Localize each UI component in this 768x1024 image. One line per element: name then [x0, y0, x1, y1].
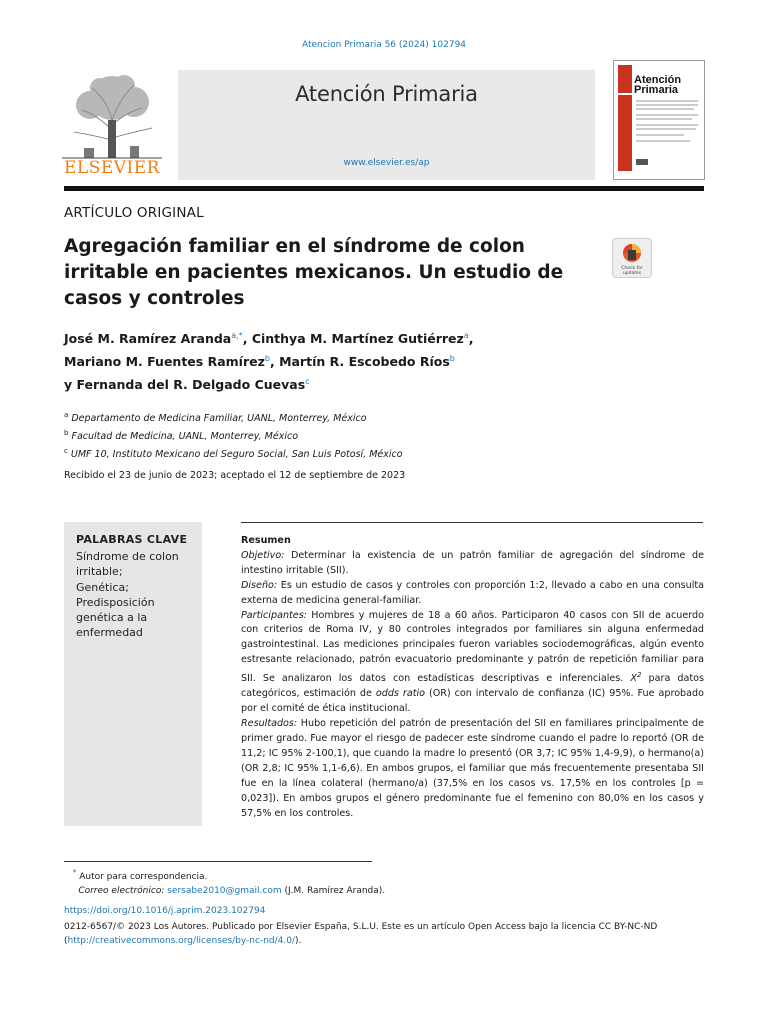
author-name: Cinthya M. Martínez Gutiérrez: [251, 331, 464, 347]
footnote-divider: [64, 861, 372, 862]
keyword-item: Genética;: [76, 580, 129, 594]
author-name: y Fernanda del R. Delgado Cuevas: [64, 377, 306, 393]
svg-text:Check for: Check for: [621, 266, 643, 271]
author-affiliation-link[interactable]: b: [449, 354, 455, 364]
affiliation-item: $^a$ Departamento de Medicina Familiar, UANL, Monterrey, México: [64, 411, 367, 425]
keyword-item: Síndrome de colon irritable;: [76, 550, 179, 579]
journal-title: Atención Primaria: [295, 82, 478, 106]
abstract-diseno: Diseño: Es un estudio de casos y controles con proporción 1:2, llevado a cabo en una consulta externa de medicina general-familiar.: [241, 579, 704, 606]
check-updates-icon: [613, 239, 651, 277]
check-for-updates-button[interactable]: [612, 238, 652, 278]
abstract-divider: [241, 522, 703, 523]
doi-link[interactable]: https://doi.org/10.1016/j.aprim.2023.102794: [64, 906, 266, 916]
author-affiliation-link[interactable]: c: [305, 377, 310, 387]
journal-cover-thumbnail[interactable]: [613, 60, 705, 180]
keywords-title: PALABRAS CLAVE: [76, 533, 188, 546]
author-affiliation-link[interactable]: b: [264, 354, 270, 364]
article-type: ARTÍCULO ORIGINAL: [64, 205, 204, 221]
author-list: José M. Ramírez Aranda$^{a,*}$, Cinthya M. Martínez Gutiérrez$^a$, Mariano M. Fuentes Ramírez$^b$, Martín R. Escobedo Ríos$^b$ y Fernanda del R. Delgado Cuevas$^c$: [64, 331, 474, 393]
abstract-objetivo: Objetivo: Determinar la existencia de un patrón familiar de agregación del síndrome de intestino irritable (SII).: [241, 549, 704, 576]
elsevier-wordmark: ELSEVIER: [64, 158, 160, 178]
footnote-marker: *: [72, 868, 77, 877]
svg-text:updates: updates: [622, 271, 642, 276]
email-link[interactable]: sersabe2010@gmail.com: [167, 886, 282, 896]
author-name: José M. Ramírez Aranda: [64, 331, 232, 347]
cover-title-line1: Atención: [634, 74, 682, 86]
abstract-heading: Resumen: [241, 535, 291, 546]
article-title: Agregación familiar en el síndrome de colon irritable en pacientes mexicanos. Un estudio de casos y controles: [64, 236, 564, 309]
copyright-notice: 0212-6567/© 2023 Los Autores. Publicado por Elsevier España, S.L.U. Este es un artículo Open Access bajo la licencia CC BY-NC-ND (http://creativecommons.org/licenses/by-nc-nd/4.0/).: [64, 922, 658, 946]
author-affiliation-link[interactable]: a,*: [231, 331, 243, 340]
header-divider: [64, 186, 704, 191]
author-name: Mariano M. Fuentes Ramírez: [64, 354, 265, 370]
abstract: [241, 534, 704, 821]
journal-url-link[interactable]: www.elsevier.es/ap: [343, 158, 430, 168]
received-dates: Recibido el 23 de junio de 2023; aceptado el 12 de septiembre de 2023: [64, 470, 406, 481]
affiliation-item: $^c$ UMF 10, Instituto Mexicano del Seguro Social, San Luis Potosí, México: [64, 447, 403, 461]
license-link[interactable]: http://creativecommons.org/licenses/by-nc-nd/4.0/: [67, 936, 295, 946]
abstract-resultados: Resultados: Hubo repetición del patrón de presentación del SII en familiares principalmente de primer grado. Fue mayor el riesgo de padecer este síndrome cuando el padre lo reportó (OR de 11,2; IC 95% 2-100,1), que cuando la madre lo presentó (OR 3,7; IC 95% 1,4-9,9), o hermano(a) (OR 2,8; IC 95% 1,1-6,6). En ambos grupos, el familiar que más frecuentemente presentaba SII fue en la línea colateral (hermano/a) (37,5% en los casos vs. 17,5% en los controles [p = 0,023]). En ambos grupos el género predominante fue el femenino con 80,0% en los casos y 57,5% en los controles.: [241, 718, 704, 819]
keywords-list: [76, 549, 196, 641]
author-affiliation-link[interactable]: a: [463, 331, 469, 340]
affiliations: [64, 408, 403, 462]
author-name: Martín R. Escobedo Ríos: [279, 354, 450, 370]
footnote: * Autor para correspondencia. Correo electrónico: sersabe2010@gmail.com (J.M. Ramírez Aranda).: [72, 868, 386, 896]
keyword-item: Predisposición genética a la enfermedad: [76, 595, 155, 640]
journal-reference-link[interactable]: Atencion Primaria 56 (2024) 102794: [301, 40, 467, 50]
affiliation-item: $^b$ Facultad de Medicina, UANL, Monterrey, México: [64, 429, 299, 443]
abstract-participantes: Participantes: Hombres y mujeres de 18 a 60 años. Participaron 40 casos con SII de acuerdo con criterios de Roma IV, y 80 controles integrados por familiares sin alguna enfermedad gastrointestinal. Las mediciones principales fueron variables sociodemográficas, algún evento estresante relacionado, patrón evacuatorio predominante y patrón de repetición familiar para SII. Se analizaron los datos con estadísticas descriptivas e inferenciales. $X^2$ para datos categóricos, estimación de odds ratio (OR) con intervalo de confianza (IC) 95%. Fue aprobado por el comité de ética institucional.: [241, 609, 704, 715]
cover-title-line2: Primaria: [634, 84, 679, 96]
